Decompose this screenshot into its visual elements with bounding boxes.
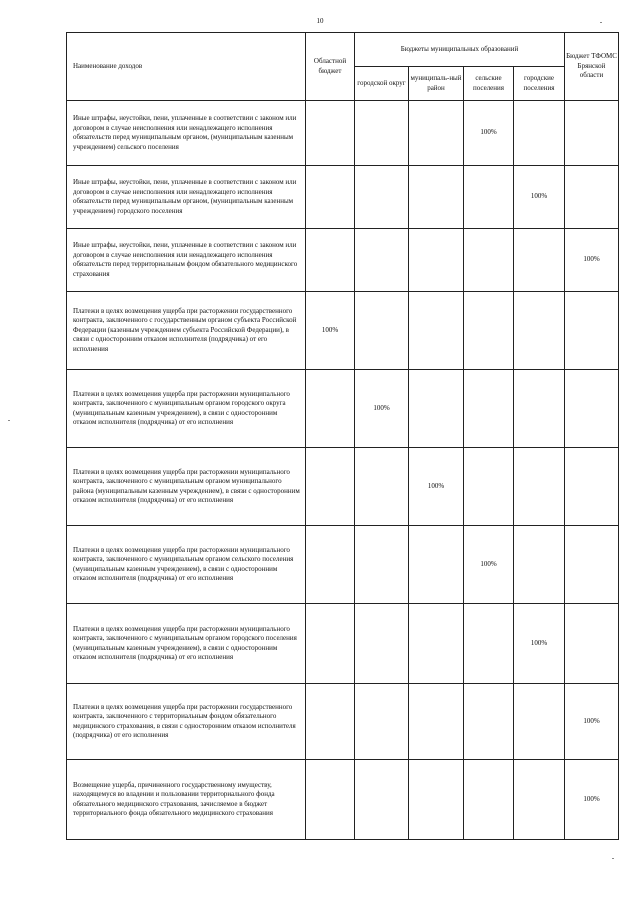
cell-tfoms: [565, 448, 619, 526]
cell-tfoms: [565, 101, 619, 166]
income-name: Платежи в целях возмещения ущерба при расторжении государственного контракта, заключенного с государственным органом субъекта Российской Федерации (казенным учреждением субъекта Российской Федерации), в связи с односторонним отказом исполнителя (подрядчика) от его исполнения: [67, 292, 306, 370]
header-tfoms: Бюджет ТФОМС Брянской области: [565, 33, 619, 101]
header-rural-settlements: сельские поселения: [464, 67, 514, 101]
cell-regional: [306, 166, 355, 229]
cell-tfoms: [565, 526, 619, 604]
cell-municipal-district: [409, 760, 464, 840]
income-name: Платежи в целях возмещения ущерба при расторжении муниципального контракта, заключенного с муниципальным органом муниципального района (муниципальным казенным учреждением), в связи с односторонним отказом исполнителя (подрядчика) от его исполнения: [67, 448, 306, 526]
cell-municipal-district: [409, 370, 464, 448]
cell-city-district: [355, 760, 409, 840]
cell-regional: [306, 448, 355, 526]
cell-regional: [306, 101, 355, 166]
cell-tfoms: 100%: [565, 760, 619, 840]
cell-rural: [464, 684, 514, 760]
income-name: Платежи в целях возмещения ущерба при расторжении муниципального контракта, заключенного с муниципальным органом сельского поселения (муниципальным казенным учреждением), в связи с односторонним отказом исполнителя (подрядчика) от его исполнения: [67, 526, 306, 604]
cell-municipal-district: [409, 684, 464, 760]
cell-regional: [306, 229, 355, 292]
cell-urban: [514, 229, 565, 292]
page-number: 10: [316, 17, 324, 25]
cell-rural: [464, 604, 514, 684]
cell-urban: [514, 101, 565, 166]
table-row: [67, 448, 619, 526]
cell-regional: [306, 604, 355, 684]
scan-speck: [600, 22, 602, 23]
cell-municipal-district: [409, 292, 464, 370]
cell-tfoms: 100%: [565, 684, 619, 760]
cell-urban: 100%: [514, 604, 565, 684]
cell-tfoms: [565, 604, 619, 684]
income-name: Платежи в целях возмещения ущерба при расторжении муниципального контракта, заключенного с муниципальным органом городского поселения (муниципальным казенным учреждением), в связи с односторонним отказом исполнителя (подрядчика) от его исполнения: [67, 604, 306, 684]
scan-speck: [612, 858, 614, 859]
cell-city-district: [355, 101, 409, 166]
cell-regional: [306, 760, 355, 840]
cell-city-district: [355, 292, 409, 370]
table-row: [67, 604, 619, 684]
cell-regional: [306, 370, 355, 448]
income-name: Иные штрафы, неустойки, пени, уплаченные в соответствии с законом или договором в случае неисполнения или ненадлежащего исполнения обязательств перед муниципальным органом, (муниципальным казенным учреждением) сельского поселения: [67, 101, 306, 166]
cell-city-district: [355, 604, 409, 684]
cell-urban: [514, 370, 565, 448]
table-row: [67, 166, 619, 229]
scan-speck: [8, 420, 10, 421]
cell-rural: [464, 370, 514, 448]
cell-tfoms: [565, 370, 619, 448]
header-municipal-budgets: Бюджеты муниципальных образований: [355, 33, 565, 67]
cell-municipal-district: [409, 166, 464, 229]
cell-city-district: 100%: [355, 370, 409, 448]
cell-urban: [514, 448, 565, 526]
income-name: Платежи в целях возмещения ущерба при расторжении государственного контракта, заключенного с территориальным фондом обязательного медицинского страхования, в связи с односторонним отказом исполнителя (подрядчика) от его исполнения: [67, 684, 306, 760]
income-name: Иные штрафы, неустойки, пени, уплаченные в соответствии с законом или договором в случае неисполнения или ненадлежащего исполнения обязательств перед территориальным фондом обязательного медицинского страхования: [67, 229, 306, 292]
table-row: [67, 292, 619, 370]
cell-regional: [306, 526, 355, 604]
table-row: [67, 684, 619, 760]
header-city-district: городской округ: [355, 67, 409, 101]
cell-city-district: [355, 448, 409, 526]
revenue-distribution-table: [66, 32, 619, 840]
cell-tfoms: [565, 292, 619, 370]
cell-rural: [464, 448, 514, 526]
cell-urban: [514, 684, 565, 760]
cell-regional: 100%: [306, 292, 355, 370]
cell-regional: [306, 684, 355, 760]
income-name: Иные штрафы, неустойки, пени, уплаченные в соответствии с законом или договором в случае неисполнения или ненадлежащего исполнения обязательств перед муниципальным органом, (муниципальным казенным учреждением) городского поселения: [67, 166, 306, 229]
cell-city-district: [355, 166, 409, 229]
cell-tfoms: 100%: [565, 229, 619, 292]
cell-city-district: [355, 526, 409, 604]
cell-municipal-district: 100%: [409, 448, 464, 526]
income-name: Возмещение ущерба, причиненного государственному имуществу, находящемуся во владении и пользовании территориального фонда обязательного медицинского страхования, зачисляемое в бюджет территориального фонда обязательного медицинского страхования: [67, 760, 306, 840]
cell-urban: [514, 760, 565, 840]
cell-urban: [514, 292, 565, 370]
cell-municipal-district: [409, 229, 464, 292]
table-row: [67, 760, 619, 840]
header-urban-settlements: городские поселения: [514, 67, 565, 101]
cell-rural: [464, 760, 514, 840]
table-row: [67, 229, 619, 292]
cell-urban: [514, 526, 565, 604]
cell-rural: 100%: [464, 101, 514, 166]
cell-urban: 100%: [514, 166, 565, 229]
header-municipal-district: муниципаль-ный район: [409, 67, 464, 101]
table-row: [67, 101, 619, 166]
cell-tfoms: [565, 166, 619, 229]
header-income-name: Наименование доходов: [67, 33, 306, 101]
cell-municipal-district: [409, 604, 464, 684]
cell-municipal-district: [409, 526, 464, 604]
cell-municipal-district: [409, 101, 464, 166]
cell-rural: [464, 229, 514, 292]
cell-city-district: [355, 684, 409, 760]
cell-rural: 100%: [464, 526, 514, 604]
cell-rural: [464, 292, 514, 370]
header-regional-budget: Областной бюджет: [306, 33, 355, 101]
table-row: [67, 526, 619, 604]
cell-rural: [464, 166, 514, 229]
table-row: [67, 370, 619, 448]
cell-city-district: [355, 229, 409, 292]
income-name: Платежи в целях возмещения ущерба при расторжении муниципального контракта, заключенного с муниципальным органом городского округа (муниципальным казенным учреждением), в связи с односторонним отказом исполнителя (подрядчика) от его исполнения: [67, 370, 306, 448]
